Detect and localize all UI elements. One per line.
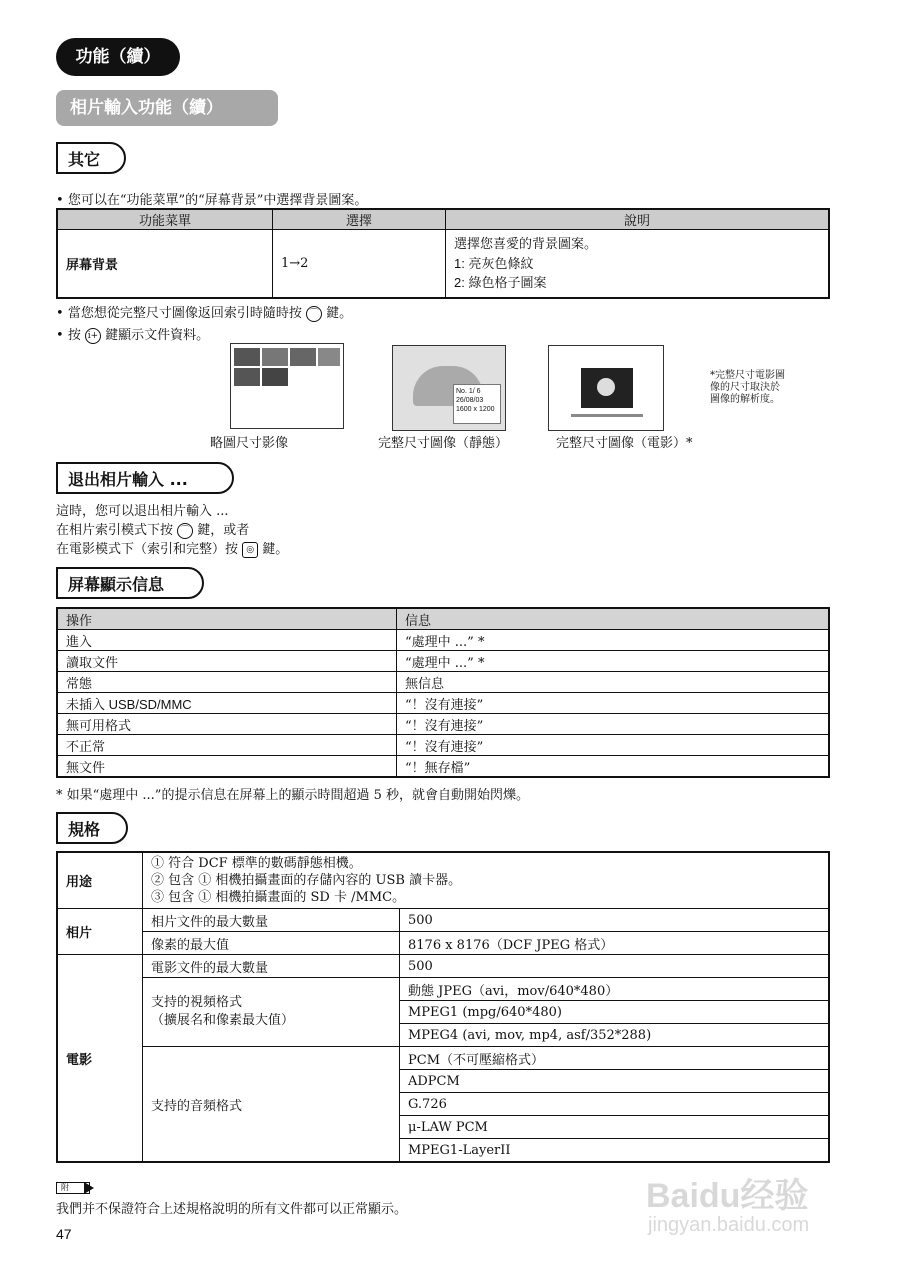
background-table — [56, 208, 830, 299]
msg-cell: “處理中 ...” * — [397, 630, 830, 651]
usage-line: ② 包含 ① 相機拍攝畫面的存儲內容的 USB 讀卡器。 — [151, 873, 462, 888]
other-intro: • 您可以在“功能菜單”的“屏幕背景”中選擇背景圖案。 — [56, 189, 367, 208]
still-image-preview — [392, 345, 506, 431]
op-cell: 不正常 — [57, 735, 397, 756]
caption-movie: 完整尺寸圖像（電影）* — [556, 436, 693, 451]
cell-menu: 屏幕背景 — [57, 230, 273, 298]
arrow-icon — [84, 1182, 94, 1194]
spec-value: MPEG1 (mpg/640*480) — [400, 1001, 830, 1024]
display-heading: 屏幕顯示信息 — [56, 567, 204, 599]
note-text: 鍵顯示文件資料。 — [105, 328, 210, 343]
table-row — [57, 651, 829, 672]
camera-key-icon: ◎ — [242, 542, 258, 558]
table-row — [57, 756, 829, 778]
col-menu: 功能菜單 — [57, 209, 273, 230]
spec-table — [56, 851, 830, 1163]
spec-heading: 規格 — [56, 812, 128, 844]
footnote-line: 像的尺寸取決於 — [710, 382, 780, 393]
movie-label: 電影 — [57, 955, 143, 1163]
desc-line: 選擇您喜愛的背景圖案。 — [454, 236, 598, 252]
movie-image-preview — [548, 345, 664, 431]
usage-line: ③ 包含 ① 相機拍攝畫面的 SD 卡 /MMC。 — [151, 890, 406, 905]
exit-heading: 退出相片輸入 ... — [56, 462, 234, 494]
usage-label: 用途 — [57, 852, 143, 909]
caption-still: 完整尺寸圖像（靜態） — [378, 436, 509, 451]
spec-key: 相片文件的最大數量 — [143, 909, 400, 932]
return-key-icon: ⌒ — [306, 306, 322, 322]
note-text: 鍵。 — [326, 306, 353, 321]
table-row — [57, 714, 829, 735]
movie-size-footnote — [710, 370, 785, 406]
table-row — [57, 693, 829, 714]
col-desc: 說明 — [446, 209, 830, 230]
spec-value: MPEG1-LayerII — [400, 1139, 830, 1163]
usage-cell — [143, 852, 830, 909]
still-info-box — [453, 384, 501, 424]
note-tag-text: 附 — [61, 1183, 69, 1192]
spec-value: G.726 — [400, 1093, 830, 1116]
table-row — [57, 672, 829, 693]
desc-line: 2: 綠色格子圖案 — [454, 274, 547, 290]
msg-cell: “！沒有連接” — [397, 693, 830, 714]
footnote-line: 圖像的解析度。 — [710, 394, 780, 405]
spec-key: 電影文件的最大數量 — [143, 955, 400, 978]
other-heading: 其它 — [56, 142, 126, 174]
note-info — [56, 324, 209, 344]
note-text: 當您想從完整尺寸圖像返回索引時隨時按 — [67, 306, 302, 321]
info-key-icon: i+ — [85, 328, 101, 344]
footnote-line: *完整尺寸電影圖 — [710, 370, 785, 381]
spec-key: 像素的最大值 — [143, 932, 400, 955]
subsection-title: 相片輸入功能（續） — [56, 90, 278, 126]
video-format-label — [143, 978, 400, 1047]
spec-value: 動態 JPEG（avi，mov/640*480） — [400, 978, 830, 1001]
spec-value: PCM（不可壓縮格式） — [400, 1047, 830, 1070]
op-cell: 常態 — [57, 672, 397, 693]
display-footnote: * 如果“處理中 ...”的提示信息在屏幕上的顯示時間超過 5 秒，就會自動開始閃爍。 — [56, 788, 529, 803]
usage-line: ① 符合 DCF 標準的數碼靜態相機。 — [151, 856, 362, 871]
page-number: 47 — [56, 1226, 72, 1242]
return-key-icon: ⌒ — [177, 523, 193, 539]
watermark-url: jingyan.baidu.com — [648, 1214, 810, 1236]
spec-value: 500 — [400, 955, 830, 978]
spec-value: MPEG4 (avi, mov, mp4, asf/352*288) — [400, 1024, 830, 1047]
exit-line: 在電影模式下（索引和完整）按 ◎ 鍵。 — [56, 542, 289, 557]
audio-format-label: 支持的音頻格式 — [143, 1047, 400, 1163]
photo-label: 相片 — [57, 909, 143, 955]
col-message: 信息 — [397, 608, 830, 630]
spec-value: 500 — [400, 909, 830, 932]
still-info-line: 1600 x 1200 — [456, 406, 495, 413]
op-cell: 無可用格式 — [57, 714, 397, 735]
section-title: 功能（續） — [56, 38, 180, 76]
msg-cell: “處理中 ...” * — [397, 651, 830, 672]
table-row — [57, 735, 829, 756]
disclaimer: 我們并不保證符合上述規格說明的所有文件都可以正常顯示。 — [56, 1202, 408, 1217]
cell-choice: 1→2 — [273, 230, 446, 298]
table-row — [57, 630, 829, 651]
still-info-line: No. 1/ 6 — [456, 388, 481, 395]
msg-cell: “！沒有連接” — [397, 735, 830, 756]
exit-text — [56, 502, 288, 559]
video-label-line: 支持的視頻格式 — [151, 995, 243, 1010]
note-text: 按 — [67, 328, 81, 343]
watermark-brand: Baidu经验 — [646, 1177, 809, 1215]
desc-line: 1: 亮灰色條紋 — [454, 255, 534, 271]
op-cell: 無文件 — [57, 756, 397, 778]
note-return — [56, 302, 352, 322]
video-label-line: （擴展名和像素最大值） — [151, 1013, 295, 1028]
caption-index: 略圖尺寸影像 — [210, 436, 289, 451]
display-table — [56, 607, 830, 778]
op-cell: 讀取文件 — [57, 651, 397, 672]
cell-desc — [446, 230, 830, 298]
still-info-line: 26/08/03 — [456, 397, 484, 404]
thumbnail-index-image — [230, 343, 344, 429]
spec-value: ADPCM — [400, 1070, 830, 1093]
msg-cell: 無信息 — [397, 672, 830, 693]
exit-line: 這時，您可以退出相片輸入 ... — [56, 504, 229, 519]
msg-cell: “！無存檔” — [397, 756, 830, 778]
col-operation: 操作 — [57, 608, 397, 630]
spec-value: 8176 x 8176（DCF JPEG 格式） — [400, 932, 830, 955]
spec-value: μ-LAW PCM — [400, 1116, 830, 1139]
op-cell: 進入 — [57, 630, 397, 651]
msg-cell: “！沒有連接” — [397, 714, 830, 735]
col-choice: 選擇 — [273, 209, 446, 230]
exit-line: 在相片索引模式下按 ⌒ 鍵，或者 — [56, 523, 250, 538]
op-cell: 未插入 USB/SD/MMC — [57, 693, 397, 714]
